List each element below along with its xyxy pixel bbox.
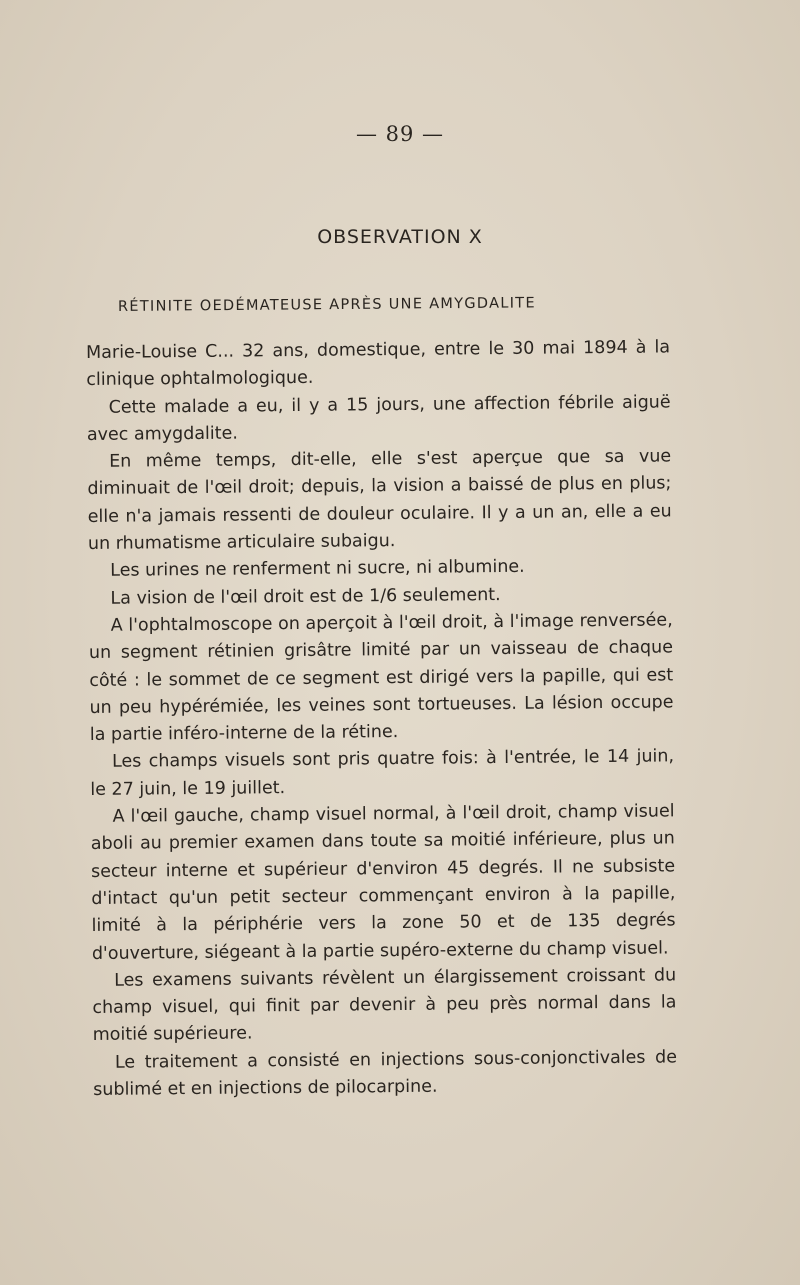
paragraph-history: Cette malade a eu, il y a 15 jours, une affection fébrile aiguë avec amygdalite. (86, 391, 671, 445)
paragraph-visual-fields: Les champs visuels sont pris quatre fois: à l'entrée, le 14 juin, le 27 juin, le 19 juillet. (90, 746, 675, 800)
paragraph-vision: La vision de l'œil droit est de 1/6 seulement. (110, 584, 501, 609)
paragraph-symptoms: En même temps, dit-elle, elle s'est aperçue que sa vue diminuait de l'œil droit; depuis, la vision a baissé de plus en plus; elle n'a jamais ressenti de douleur oculaire. Il y a un an, elle a eu un rhumatisme articulaire subaigu. (87, 446, 672, 555)
paragraph-treatment: Le traitement a consisté en injections sous-conjonctivales de sublimé et en injections de pilocarpine. (93, 1047, 678, 1100)
observation-title: OBSERVATION X (317, 226, 483, 248)
body-text (86, 334, 677, 1104)
paragraph-admission: Marie-Louise C... 32 ans, domestique, entre le 30 mai 1894 à la clinique ophtalmologique. (86, 337, 671, 391)
paragraph-left-eye: A l'œil gauche, champ visuel normal, à l'œil droit, champ visuel aboli au premier examen dans toute sa moitié inférieure, plus un secteur interne et supérieur d'environ 45 degrés. Il ne subsiste d'intact qu'un petit secteur commençant environ à la papille, limité à la périphérie vers la zone 50 et de 135 degrés d'ouverture, siégeant à la partie supéro-externe du champ visuel. (90, 801, 676, 964)
paragraph-urine: Les urines ne renferment ni sucre, ni albumine. (110, 557, 525, 582)
observation-subtitle: RÉTINITE OEDÉMATEUSE APRÈS UNE AMYGDALITE (117, 295, 536, 315)
paragraph-ophthalmoscope: A l'ophtalmoscope on aperçoit à l'œil droit, à l'image renversée, un segment rétinien grisâtre limité par un vaisseau de chaque côté : le sommet de ce segment est dirigé vers la papille, qui est un peu hypérémiée, les veines sont tortueuses. La lésion occupe la partie inféro-interne de la rétine. (88, 610, 674, 746)
paragraph-exams: Les examens suivants révèlent un élargissement croissant du champ visuel, qui finit par devenir à peu près normal dans la moitié supérieure. (92, 965, 677, 1046)
page-number: — 89 — (355, 122, 445, 146)
